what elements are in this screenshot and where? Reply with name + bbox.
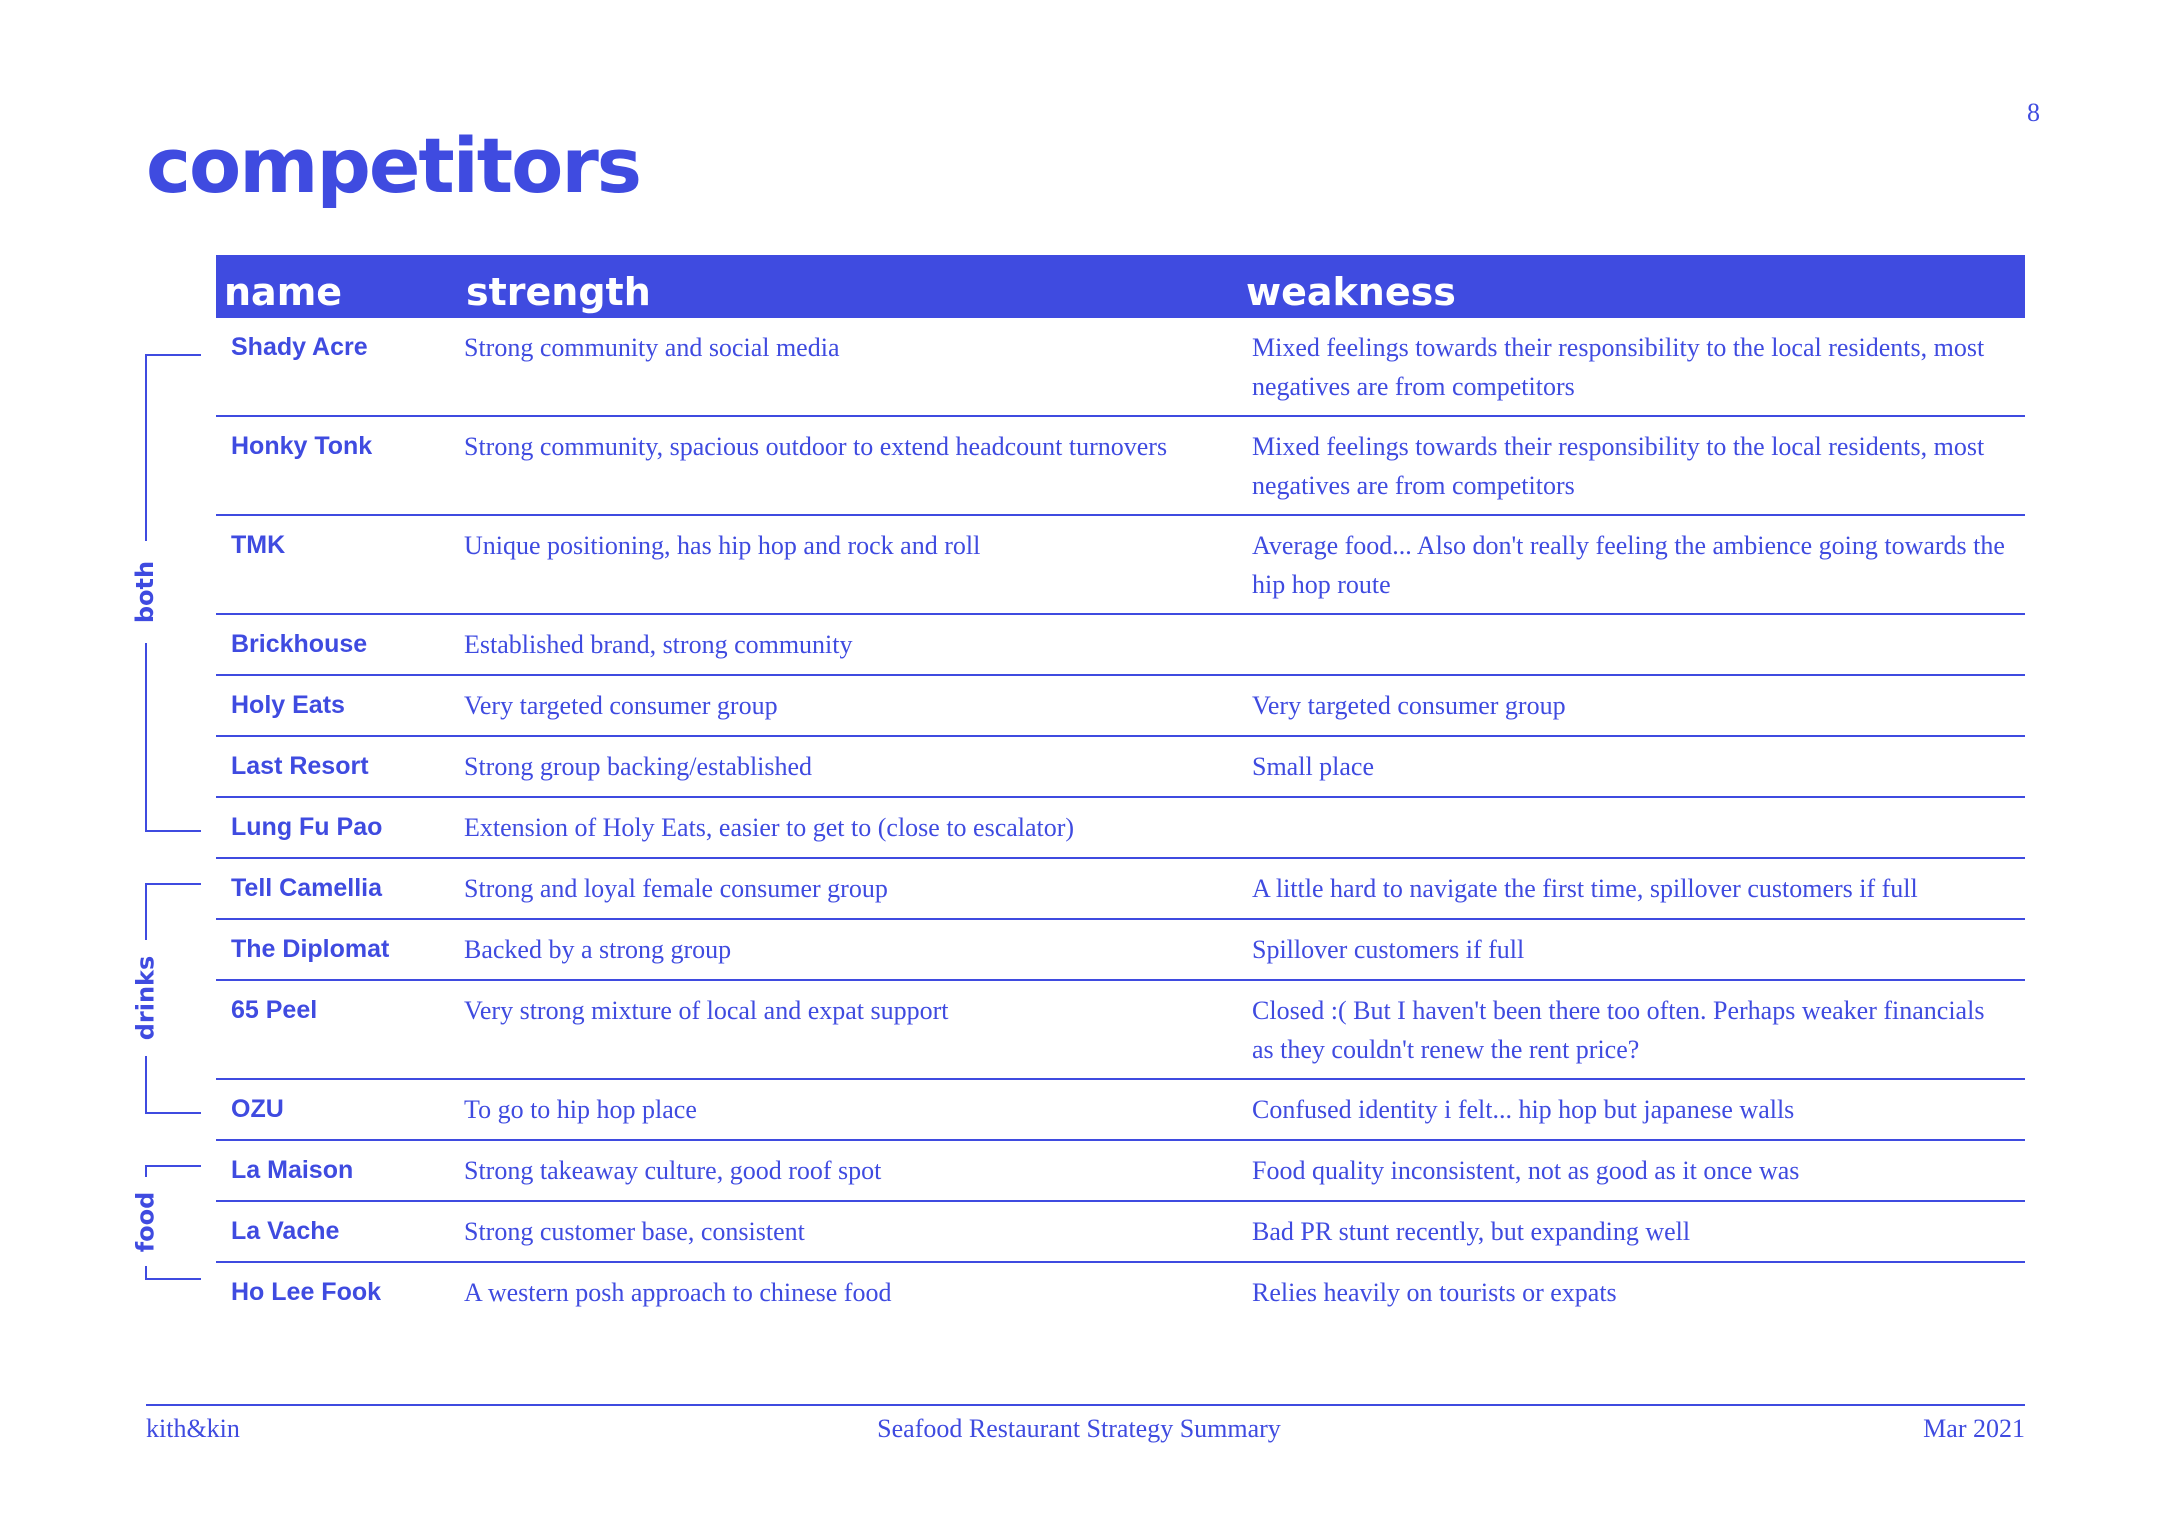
competitor-name: Lung Fu Pao [231,813,383,841]
footer-date: Mar 2021 [1923,1414,2025,1443]
competitor-strength: To go to hip hop place [464,1095,697,1124]
table-row [216,737,2025,798]
footer-document-title: Seafood Restaurant Strategy Summary [877,1414,1281,1443]
table-row [216,1141,2025,1202]
table-header [216,255,2025,318]
competitor-name: Holy Eats [231,691,345,719]
table-row [216,1263,2025,1324]
header-name: name [224,270,343,314]
competitor-weakness: Small place [1252,752,1375,781]
header-strength: strength [466,270,651,314]
table-row [216,417,2025,516]
table-row [216,859,2025,920]
competitor-strength: Very targeted consumer group [464,691,778,720]
competitor-strength: Established brand, strong community [464,630,853,659]
competitor-strength: Very strong mixture of local and expat support [464,996,949,1025]
competitor-name: TMK [231,531,286,559]
table-row [216,920,2025,981]
competitor-strength: Backed by a strong group [464,935,732,964]
competitor-strength: A western posh approach to chinese food [464,1278,892,1307]
competitor-name: Brickhouse [231,630,368,658]
competitor-strength: Strong and loyal female consumer group [464,874,888,903]
competitor-name: La Vache [231,1217,340,1245]
page-title: competitors [146,121,641,210]
footer-divider [146,1404,2025,1406]
table-row [216,798,2025,859]
competitor-name: La Maison [231,1156,354,1184]
competitor-strength: Strong community, spacious outdoor to extend headcount turnovers [464,432,1168,461]
table-row [216,516,2025,615]
competitor-strength: Strong takeaway culture, good roof spot [464,1156,882,1185]
competitor-weakness: Bad PR stunt recently, but expanding well [1252,1217,1691,1246]
competitor-name: 65 Peel [231,996,318,1024]
competitor-weakness: Very targeted consumer group [1252,691,1566,720]
footer-brand: kith&kin [146,1414,240,1443]
competitor-weakness: A little hard to navigate the first time, spillover customers if full [1252,874,1918,903]
table-row [216,676,2025,737]
competitor-name: Ho Lee Fook [231,1278,382,1306]
competitor-weakness [1237,615,2025,674]
table-row [216,981,2025,1080]
competitor-name: Last Resort [231,752,369,780]
header-weakness: weakness [1246,270,1456,314]
group-label-drinks: drinks [131,955,160,1041]
competitor-strength: Strong customer base, consistent [464,1217,805,1246]
competitor-weakness: Spillover customers if full [1252,935,1525,964]
competitors-table [216,255,2025,1324]
competitor-name: Shady Acre [231,333,368,361]
table-row [216,1080,2025,1141]
competitor-strength: Strong group backing/established [464,752,813,781]
page-number: 8 [2027,98,2040,127]
competitor-weakness [1237,798,2025,857]
competitor-strength: Strong community and social media [464,333,840,362]
competitor-strength: Extension of Holy Eats, easier to get to (close to escalator) [464,813,1075,842]
competitor-weakness: Food quality inconsistent, not as good as it once was [1252,1156,1800,1185]
competitor-weakness: Confused identity i felt... hip hop but japanese walls [1252,1095,1795,1124]
competitor-weakness: Relies heavily on tourists or expats [1252,1278,1617,1307]
competitor-name: OZU [231,1095,284,1123]
group-label-both: both [131,560,160,624]
competitor-strength: Unique positioning, has hip hop and rock and roll [464,531,981,560]
competitor-name: Tell Camellia [231,874,382,902]
group-label-food: food [131,1191,160,1252]
competitor-weakness: Closed :( But I haven't been there too often. Perhaps weaker financials as they couldn't renew the rent price? [1252,996,1985,1064]
table-row [216,1202,2025,1263]
competitor-weakness: Mixed feelings towards their responsibility to the local residents, most negatives are from competitors [1252,432,1985,500]
competitor-weakness: Mixed feelings towards their responsibility to the local residents, most negatives are from competitors [1252,333,1985,401]
competitor-name: The Diplomat [231,935,390,963]
table-row [216,615,2025,676]
competitor-name: Honky Tonk [231,432,373,460]
table-row [216,318,2025,417]
competitor-weakness: Average food... Also don't really feeling the ambience going towards the hip hop route [1252,531,2005,599]
